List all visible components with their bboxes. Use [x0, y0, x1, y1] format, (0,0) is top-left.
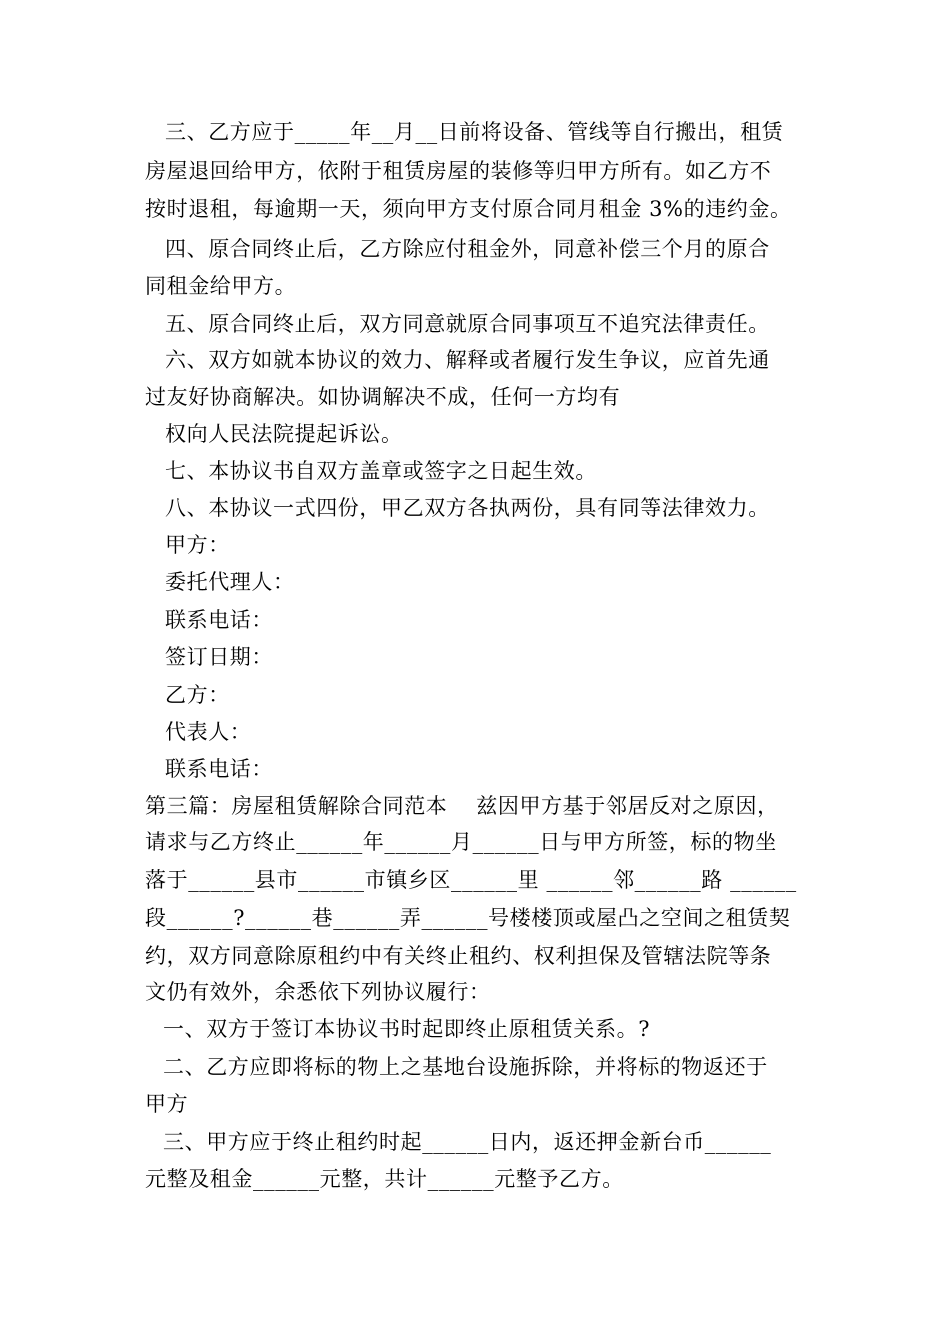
section-3-intro-line-4: 段______?______巷______弄______号楼楼顶或屋凸之空间之租赁契: [145, 906, 791, 930]
clause-7-line: 七、本协议书自双方盖章或签字之日起生效。: [165, 459, 597, 483]
clause-6-line-1: 六、双方如就本协议的效力、解释或者履行发生争议，应首先通: [165, 348, 770, 372]
section-3-intro-line-6: 文仍有效外，余悉依下列协议履行：: [145, 980, 491, 1004]
clause-3-line-2: 房屋退回给甲方，依附于租赁房屋的装修等归甲方所有。如乙方不: [145, 159, 772, 183]
party-b-phone-label: 联系电话：: [165, 757, 273, 781]
section-3-intro-line-2: 请求与乙方终止______年______月______日与甲方所签，标的物坐: [145, 830, 777, 854]
clause-3-line-1: 三、乙方应于_____年__月__日前将设备、管线等自行搬出，租赁: [165, 120, 784, 144]
clause-3-line-3: 按时退租，每逾期一天，须向甲方支付原合同月租金 3%的违约金。: [145, 197, 792, 221]
agent-label: 委托代理人：: [165, 570, 295, 594]
section-3-clause-3-line-1: 三、甲方应于终止租约时起______日内，返还押金新台币______: [163, 1130, 772, 1154]
clause-4-line-1: 四、原合同终止后，乙方除应付租金外，同意补偿三个月的原合: [165, 237, 770, 261]
party-b-label: 乙方：: [165, 683, 230, 707]
section-3-intro-line-3: 落于______县市______市镇乡区______里 ______邻______路 ______: [145, 868, 797, 892]
party-a-phone-label: 联系电话：: [165, 608, 273, 632]
representative-label: 代表人：: [165, 720, 252, 744]
section-3-clause-2-line-1: 二、乙方应即将标的物上之基地台设施拆除，并将标的物返还于: [163, 1055, 768, 1079]
section-3-clause-1: 一、双方于签订本协议书时起即终止原租赁关系。?: [163, 1017, 651, 1041]
section-3-clause-3-line-2: 元整及租金______元整，共计______元整予乙方。: [145, 1167, 624, 1191]
party-a-label: 甲方：: [165, 533, 230, 557]
section-3-title-line: 第三篇：房屋租赁解除合同范本 兹因甲方基于邻居反对之原因，: [145, 794, 779, 818]
sign-date-label: 签订日期：: [165, 645, 273, 669]
section-3-clause-2-line-2: 甲方: [145, 1092, 189, 1116]
clause-6-line-3: 权向人民法院提起诉讼。: [165, 422, 403, 446]
clause-6-line-2: 过友好协商解决。如协调解决不成，任何一方均有: [145, 385, 621, 409]
clause-8-line: 八、本协议一式四份，甲乙双方各执两份，具有同等法律效力。: [165, 496, 770, 520]
clause-5-line: 五、原合同终止后，双方同意就原合同事项互不追究法律责任。: [165, 312, 770, 336]
clause-4-line-2: 同租金给甲方。: [145, 274, 297, 298]
section-3-intro-line-5: 约，双方同意除原租约中有关终止租约、权利担保及管辖法院等条: [145, 944, 772, 968]
